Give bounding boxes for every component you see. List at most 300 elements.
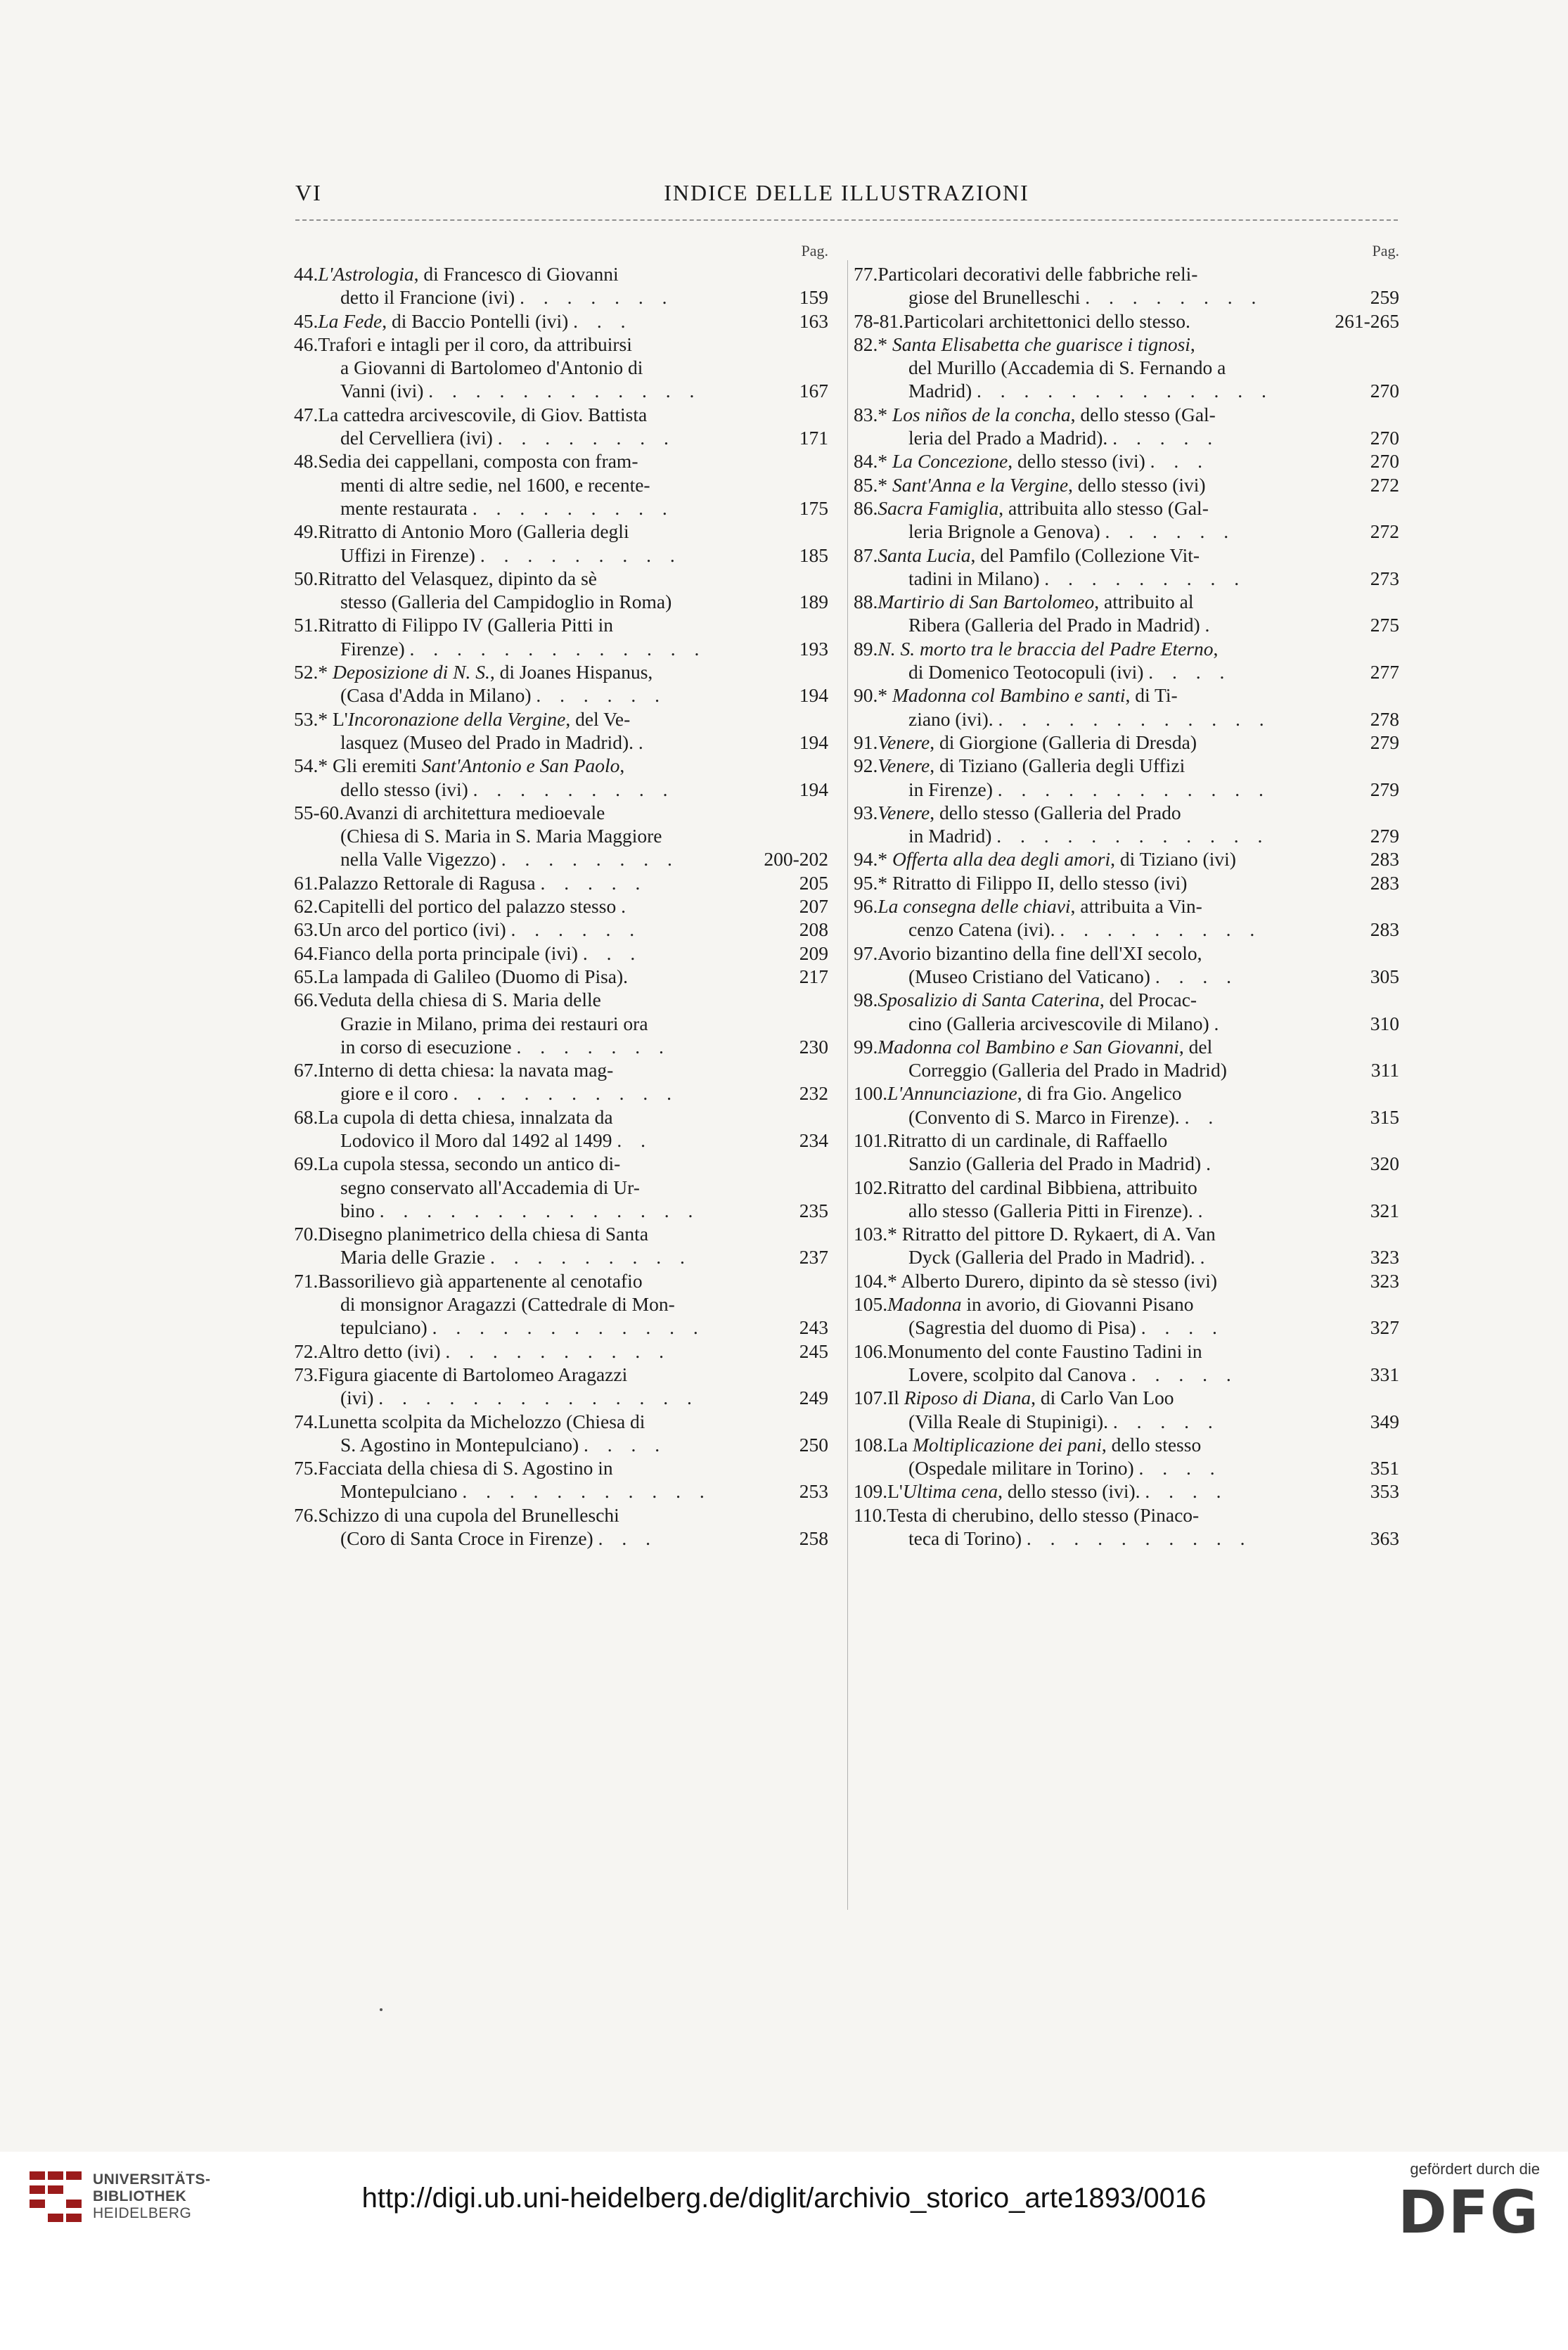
entry-text: , di Giorgione (Galleria di Dresda)	[930, 731, 1197, 753]
entry-text: , di Tiziano (ivi)	[1110, 848, 1236, 871]
index-entry	[854, 1386, 1399, 1433]
entry-line	[854, 731, 1399, 754]
entry-text: , di Carlo Van Loo	[1031, 1387, 1174, 1409]
entry-text: Grazie in Milano, prima dei restauri ora	[340, 1012, 648, 1034]
entry-text: ,	[619, 755, 625, 777]
entry-text: , attribuito al	[1094, 591, 1194, 613]
entry-line	[854, 1081, 1399, 1105]
entry-line	[854, 1222, 1399, 1245]
entry-line	[854, 871, 1399, 894]
entry-number: 102.	[854, 1176, 888, 1198]
index-entry	[854, 754, 1399, 801]
page-reference: 273	[1363, 567, 1399, 590]
entry-line	[854, 660, 1399, 683]
page-reference: 363	[1363, 1527, 1399, 1550]
page-reference: 253	[792, 1479, 828, 1503]
entry-italic-title: Madonna col Bambino e santi	[892, 684, 1126, 707]
entry-line	[294, 965, 828, 988]
entry-italic-title: Incoronazione della Vergine	[347, 707, 566, 730]
entry-line	[854, 449, 1399, 473]
leader-dots: .	[1214, 1012, 1226, 1034]
entry-italic-title: Moltiplicazione dei pani	[913, 1433, 1102, 1456]
index-entry	[294, 871, 828, 894]
entry-text: di Domenico Teotocopuli (ivi)	[908, 661, 1144, 683]
index-entry	[294, 754, 828, 801]
entry-italic-title: Riposo di Diana	[904, 1387, 1032, 1409]
entry-number: 61.	[294, 871, 319, 894]
page-reference: 159	[792, 285, 828, 309]
entry-text: cino (Galleria arcivescovile di Milano)	[908, 1012, 1209, 1034]
page-number: VI	[295, 180, 322, 205]
page-reference: 315	[1363, 1105, 1399, 1129]
leader-dots: . . . . . . . . . . . . .	[977, 380, 1273, 402]
entry-line	[854, 333, 1399, 356]
page-reference: 259	[1363, 285, 1399, 309]
entry-italic-title: Venere	[878, 801, 930, 823]
index-entry	[854, 942, 1399, 989]
index-entry	[854, 262, 1399, 309]
entry-line	[854, 426, 1399, 449]
entry-italic-title: Sant'Anna e la Vergine	[892, 473, 1069, 496]
entry-text: Altro detto (ivi)	[318, 1340, 441, 1362]
library-line-2: BIBLIOTHEK	[93, 2188, 187, 2204]
entry-line	[294, 1058, 828, 1081]
right-column	[854, 239, 1399, 1550]
leader-dots: . . . . . . . . .	[1044, 567, 1247, 589]
entry-text: La cattedra arcivescovile, di Giov. Battista	[318, 403, 648, 425]
entry-text: Palazzo Rettorale di Ragusa	[318, 871, 536, 894]
entry-italic-title: Ultima cena	[902, 1480, 998, 1503]
entry-line	[854, 403, 1399, 426]
entry-line	[854, 1012, 1399, 1035]
page-reference: 261-265	[1328, 309, 1399, 333]
page-reference: 232	[792, 1081, 828, 1105]
page-reference: 279	[1363, 824, 1399, 847]
leader-dots: . . . . . . . . . .	[1026, 1527, 1252, 1550]
page-reference: 194	[792, 778, 828, 801]
leader-dots: .	[1197, 1199, 1210, 1221]
leader-dots: . . . . . . . . . . .	[462, 1480, 712, 1503]
page-reference: 279	[1363, 731, 1399, 754]
leader-dots: . . . . . .	[510, 918, 642, 941]
entry-line	[294, 333, 828, 356]
page-reference: 230	[792, 1035, 828, 1058]
index-entry	[294, 1105, 828, 1152]
index-entry	[854, 1503, 1399, 1550]
dfg-wordmark: DFG	[1397, 2178, 1540, 2247]
page-reference: 353	[1363, 1479, 1399, 1503]
leader-dots: . . . . . . . . .	[472, 496, 674, 519]
entry-line	[294, 847, 828, 871]
entry-number: 48.	[294, 450, 319, 473]
entry-line	[294, 426, 828, 449]
entry-line	[294, 379, 828, 402]
entry-number: 55-60.	[294, 801, 345, 823]
entry-number: 64.	[294, 942, 319, 964]
dfg-logo[interactable]	[1364, 2157, 1540, 2247]
entry-text: Firenze)	[340, 637, 405, 660]
entry-number: 63.	[294, 918, 319, 941]
entry-line	[854, 1152, 1399, 1175]
entry-number: 107.	[854, 1387, 888, 1409]
entry-line	[854, 473, 1399, 496]
entry-italic-title: Sposalizio di Santa Caterina	[878, 989, 1100, 1011]
entry-line	[854, 1176, 1399, 1199]
index-entry	[854, 1340, 1399, 1387]
index-entry	[294, 918, 828, 941]
entry-italic-title: Venere	[878, 755, 930, 777]
leader-dots: . . . .	[1138, 1457, 1222, 1479]
entry-number: 106.	[854, 1340, 888, 1362]
entry-line	[294, 637, 828, 660]
entry-number: 65.	[294, 965, 319, 987]
entry-text: Madrid)	[908, 380, 972, 402]
entry-text: (Villa Reale di Stupinigi).	[908, 1410, 1108, 1432]
entry-line	[854, 824, 1399, 847]
page-reference: 272	[1363, 520, 1399, 543]
entry-text: tadini in Milano)	[908, 567, 1040, 589]
index-entry	[294, 567, 828, 614]
entry-text: , del Procac-	[1099, 989, 1197, 1011]
page-reference: 277	[1363, 660, 1399, 683]
entry-text: La	[887, 1433, 913, 1456]
header-rule	[295, 219, 1398, 221]
entry-line	[854, 778, 1399, 801]
entry-line	[294, 707, 828, 731]
leader-dots: . . . . . . . . .	[490, 1246, 692, 1269]
index-entry	[854, 1035, 1399, 1082]
entry-text: in avorio, di Giovanni Pisano	[961, 1293, 1194, 1316]
entry-line	[294, 262, 828, 285]
index-entry	[854, 544, 1399, 591]
entry-text: , di Baccio Pontelli (ivi)	[382, 309, 569, 332]
index-entry	[294, 520, 828, 567]
entry-text: Trafori e intagli per il coro, da attribuirsi	[318, 333, 632, 355]
entry-text: , di Tiziano (Galleria degli Uffizi	[930, 755, 1185, 777]
entry-line	[854, 309, 1399, 333]
entry-text: tepulciano)	[340, 1316, 428, 1339]
page-reference: 200-202	[757, 847, 828, 871]
entry-italic-title: La consegna delle chiavi	[878, 895, 1071, 918]
entry-number: 71.	[294, 1269, 319, 1292]
leader-dots: . . . .	[1155, 965, 1238, 987]
entry-text: *	[878, 473, 892, 496]
entry-text: menti di altre sedie, nel 1600, e recente-	[340, 473, 650, 496]
entry-text: Ritratto di un cardinale, di Raffaello	[887, 1129, 1168, 1151]
entry-line	[294, 285, 828, 309]
entry-line	[854, 801, 1399, 824]
entry-text: * Ritratto del pittore D. Rykaert, di A. Van	[887, 1223, 1216, 1245]
entry-line	[294, 731, 828, 754]
entry-text: lasquez (Museo del Prado in Madrid).	[340, 731, 634, 753]
leader-dots: . . .	[582, 942, 643, 964]
entry-line	[294, 754, 828, 777]
index-entry	[294, 1503, 828, 1550]
entry-text: (Casa d'Adda in Milano)	[340, 684, 532, 707]
page-reference: 331	[1363, 1363, 1399, 1386]
index-entry	[294, 1363, 828, 1410]
entry-text: Maria delle Grazie	[340, 1246, 486, 1269]
entry-text: *	[318, 661, 333, 683]
entry-line	[854, 379, 1399, 402]
index-entry	[294, 942, 828, 965]
entry-number: 103.	[854, 1223, 888, 1245]
leader-dots: . . . . . . .	[516, 1035, 671, 1058]
index-entry	[294, 988, 828, 1058]
index-entry	[854, 1081, 1399, 1129]
entry-number: 88.	[854, 591, 878, 613]
entry-number: 105.	[854, 1293, 888, 1316]
entry-number: 52.	[294, 661, 319, 683]
entry-number: 83.	[854, 403, 878, 425]
leader-dots: . . . .	[1145, 1480, 1228, 1503]
index-entry	[294, 403, 828, 450]
leader-dots: . . . . . . . .	[497, 427, 676, 449]
entry-text: Avanzi di architettura medioevale	[344, 801, 605, 823]
entry-number: 69.	[294, 1152, 319, 1175]
entry-line	[294, 356, 828, 379]
leader-dots: . . . . . . . . .	[473, 778, 675, 800]
entry-line	[294, 660, 828, 683]
entry-text: Lodovico il Moro dal 1492 al 1499	[340, 1129, 612, 1151]
index-entry	[854, 309, 1399, 333]
entry-number: 96.	[854, 895, 878, 918]
entry-number: 47.	[294, 403, 319, 425]
entry-text: , dello stesso (ivi)	[1068, 473, 1206, 496]
leader-dots: . . . . . . . . .	[1060, 918, 1262, 941]
entry-line	[294, 1456, 828, 1479]
index-entry	[294, 707, 828, 755]
entry-number: 50.	[294, 567, 319, 589]
entry-number: 92.	[854, 755, 878, 777]
entry-number: 86.	[854, 496, 878, 519]
entry-line	[294, 1479, 828, 1503]
leader-dots: . . . . .	[1112, 427, 1220, 449]
leader-dots: . . . . . . .	[520, 286, 674, 309]
entry-text: in corso di esecuzione	[340, 1035, 512, 1058]
entry-line	[294, 1035, 828, 1058]
entry-text: Il	[887, 1387, 904, 1409]
index-entry	[854, 1433, 1399, 1480]
entry-text: Ritratto del Velasquez, dipinto da sè	[318, 567, 598, 589]
entry-line	[854, 567, 1399, 590]
entry-line	[294, 1386, 828, 1409]
page-reference: 272	[1363, 473, 1399, 496]
page-reference: 279	[1363, 778, 1399, 801]
entry-text: (Convento di S. Marco in Firenze).	[908, 1105, 1180, 1128]
entry-number: 82.	[854, 333, 878, 355]
entry-text: a Giovanni di Bartolomeo d'Antonio di	[340, 357, 643, 379]
index-entry	[294, 262, 828, 309]
page-reference: 278	[1363, 707, 1399, 731]
page-reference: 275	[1363, 613, 1399, 636]
page-reference: 327	[1363, 1316, 1399, 1339]
leader-dots: .	[638, 731, 650, 753]
entry-line	[854, 262, 1399, 285]
entry-text: cenzo Catena (ivi).	[908, 918, 1055, 941]
entry-italic-title: Sacra Famiglia	[878, 496, 999, 519]
page-reference: 175	[792, 496, 828, 520]
entry-text: Capitelli del portico del palazzo stesso	[318, 895, 617, 918]
entry-line	[294, 590, 828, 613]
running-header	[295, 180, 1398, 211]
entry-text: Bassorilievo già appartenente al cenotafio	[318, 1269, 643, 1292]
entry-text: , attribuita a Vin-	[1070, 895, 1202, 918]
entry-line	[854, 613, 1399, 636]
index-entry	[854, 988, 1399, 1035]
leader-dots: . . .	[598, 1527, 657, 1550]
entry-number: 78-81.	[854, 309, 904, 332]
entry-text: *	[878, 684, 892, 707]
entry-text: (Museo Cristiano del Vaticano)	[908, 965, 1150, 987]
page-reference: 237	[792, 1245, 828, 1269]
entry-text: detto il Francione (ivi)	[340, 286, 515, 309]
leader-dots: . . . . . . . .	[501, 848, 679, 871]
entry-number: 44.	[294, 263, 319, 285]
index-entry	[294, 333, 828, 403]
entry-text: nella Valle Vigezzo)	[340, 848, 496, 871]
entry-italic-title: L'Astrologia	[318, 263, 414, 285]
leader-dots: . . . . . . . . . . . .	[997, 778, 1271, 800]
page-reference: 323	[1363, 1269, 1399, 1292]
index-entry	[294, 1269, 828, 1340]
entry-italic-title: Santa Lucia	[878, 544, 971, 566]
entry-number: 87.	[854, 544, 878, 566]
entry-line	[854, 285, 1399, 309]
entry-text: , dello stesso (Gal-	[1070, 403, 1216, 425]
entry-line	[294, 1292, 828, 1316]
entry-line	[854, 590, 1399, 613]
leader-dots: . . . . . .	[1105, 520, 1236, 543]
leader-dots: . . . . . . . . . . . .	[998, 707, 1271, 730]
index-entry	[854, 449, 1399, 473]
leader-dots: . . . . . . . . . . . . . .	[379, 1199, 700, 1221]
entry-number: 46.	[294, 333, 319, 355]
page-reference: 351	[1363, 1456, 1399, 1479]
entry-number: 49.	[294, 520, 319, 543]
entry-italic-title: La Fede	[318, 309, 383, 332]
page-reference: 310	[1363, 1012, 1399, 1035]
page-reference: 250	[792, 1433, 828, 1456]
entry-text: teca di Torino)	[908, 1527, 1022, 1550]
entry-line	[854, 637, 1399, 660]
entry-line	[854, 1269, 1399, 1292]
entry-line	[294, 1527, 828, 1550]
entry-text: , attribuita allo stesso (Gal-	[998, 496, 1209, 519]
entry-text: leria del Prado a Madrid).	[908, 427, 1108, 449]
sponsor-caption: gefördert durch die	[1410, 2160, 1540, 2178]
entry-text: in Madrid)	[908, 825, 992, 847]
entry-line	[294, 1433, 828, 1456]
entry-number: 73.	[294, 1363, 319, 1385]
entry-text: , di Ti-	[1125, 684, 1178, 707]
entry-number: 68.	[294, 1105, 319, 1128]
entry-line	[854, 1363, 1399, 1386]
entry-text: bino	[340, 1199, 375, 1221]
entry-text: *	[878, 848, 892, 871]
leader-dots: . . . . .	[1112, 1410, 1220, 1432]
page-reference: 171	[792, 426, 828, 449]
page-reference: 258	[792, 1527, 828, 1550]
leader-dots: . . . . . . . . . . . . . .	[378, 1387, 699, 1409]
leader-dots: . . .	[1150, 450, 1210, 473]
entry-text: Montepulciano	[340, 1480, 458, 1503]
page-reference: 243	[792, 1316, 828, 1339]
index-entry	[294, 660, 828, 707]
entry-text: Ritratto di Filippo IV (Galleria Pitti in	[318, 614, 613, 636]
entry-line	[854, 942, 1399, 965]
entry-line	[854, 707, 1399, 731]
leader-dots: .	[1206, 1152, 1218, 1175]
page-reference: 205	[792, 871, 828, 894]
entry-number: 66.	[294, 989, 319, 1011]
leader-dots: . .	[1184, 1105, 1221, 1128]
entry-text: *	[878, 450, 892, 473]
left-entry-list	[294, 262, 828, 1550]
entry-text: *	[878, 403, 892, 425]
entry-italic-title: Madonna col Bambino e San Giovanni	[878, 1035, 1179, 1058]
page-reference: 208	[792, 918, 828, 941]
entry-text: Interno di detta chiesa: la navata mag-	[318, 1059, 614, 1081]
leader-dots: . . . . . . . . . . . . .	[409, 637, 707, 660]
entry-text: , dello stesso (ivi).	[998, 1480, 1140, 1503]
leader-dots: . . . . . .	[536, 684, 667, 707]
index-entry	[854, 1269, 1399, 1292]
entry-italic-title: Los niños de la concha	[892, 403, 1071, 425]
page-reference: 323	[1363, 1245, 1399, 1269]
entry-line	[854, 1316, 1399, 1339]
permalink-url[interactable]: http://digi.ub.uni-heidelberg.de/diglit/archivio_storico_arte1893/0016	[361, 2183, 1207, 2214]
entry-text: ziano (ivi).	[908, 707, 994, 730]
entry-number: 91.	[854, 731, 878, 753]
page-reference: 185	[792, 544, 828, 567]
leader-dots: . . . . . . . . . . . .	[996, 825, 1270, 847]
entry-text: , di fra Gio. Angelico	[1017, 1082, 1182, 1105]
index-entry	[854, 801, 1399, 848]
entry-number: 67.	[294, 1059, 319, 1081]
leader-dots: . . . . . . . . . . . .	[432, 1316, 705, 1339]
entry-text: ,	[1213, 637, 1219, 660]
page-reference: 194	[792, 731, 828, 754]
page-reference: 305	[1363, 965, 1399, 988]
entry-line	[854, 988, 1399, 1011]
entry-text: Monumento del conte Faustino Tadini in	[887, 1340, 1202, 1362]
entry-line	[294, 778, 828, 801]
entry-line	[854, 1245, 1399, 1269]
entry-text: * Alberto Durero, dipinto da sè stesso (ivi)	[887, 1269, 1218, 1292]
entry-text: La lampada di Galileo (Duomo di Pisa).	[318, 965, 629, 987]
index-entry	[294, 449, 828, 520]
entry-text: *	[878, 333, 892, 355]
entry-line	[294, 496, 828, 520]
column-divider	[847, 260, 848, 1910]
entry-number: 95.	[854, 871, 878, 894]
entry-text: Dyck (Galleria del Prado in Madrid).	[908, 1246, 1195, 1269]
page-reference: 249	[792, 1386, 828, 1409]
page-reference: 283	[1363, 847, 1399, 871]
entry-line	[294, 1245, 828, 1269]
entry-italic-title: Offerta alla dea degli amori	[892, 848, 1111, 871]
entry-line	[854, 1386, 1399, 1409]
entry-line	[294, 449, 828, 473]
entry-line	[854, 496, 1399, 520]
page-reference: 209	[792, 942, 828, 965]
page-reference: 194	[792, 683, 828, 707]
entry-line	[294, 1503, 828, 1527]
entry-number: 76.	[294, 1503, 319, 1526]
page-reference: 270	[1363, 426, 1399, 449]
leader-dots: .	[621, 895, 633, 918]
